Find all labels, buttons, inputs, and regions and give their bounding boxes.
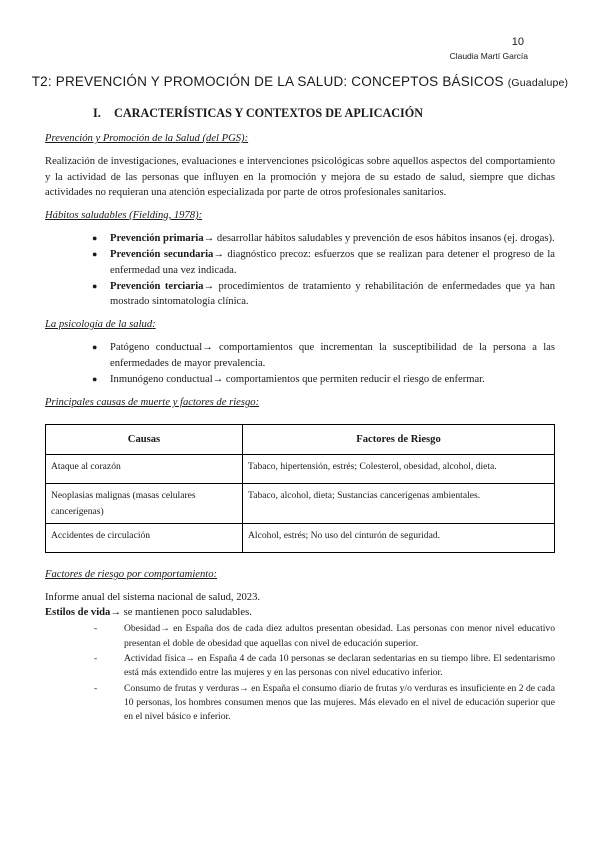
subhead-habitos: Hábitos saludables (Fielding, 1978): xyxy=(45,210,203,222)
list-item: - Consumo de frutas y verduras→ en España el consumo diario de frutas y/o verduras es insuficiente en 2 de cada 10 personas, los hombres consumen menos que las mujeres. Más elevado en el nivel de educación superior que en el nivel básico e inferior. xyxy=(94,682,555,723)
subhead-psicologia: La psicología de la salud: xyxy=(45,319,156,331)
bullet-icon: ● xyxy=(92,249,98,260)
bullet-icon: ● xyxy=(92,373,98,384)
author-name: Claudia Martí García xyxy=(449,51,528,61)
list-item: ● Prevención primaria→ desarrollar hábitos saludables y prevención de esos hábitos insanos (ej. drogas). xyxy=(110,231,555,246)
prevencion-paragraph: Realización de investigaciones, evaluaciones e intervenciones psicológicas sobre aquellos aspectos del comportamiento y la actividad de las personas que influyen en la promoción y mejora de su estado de salud, siempre que dichas actividades no requieran una atención especializada por parte de otros profesionales sanitarios. xyxy=(45,156,555,198)
page-title xyxy=(0,74,600,89)
habitos-list xyxy=(45,231,555,309)
subhead-factores: Factores de riesgo por comportamiento: xyxy=(45,568,218,580)
subhead-prevencion: Prevención y Promoción de la Salud (del PGS): xyxy=(45,133,249,145)
table-cell: Neoplasias malignas (masas celulares cancerígenas) xyxy=(46,484,243,523)
table-header-row xyxy=(46,425,555,455)
factores-list xyxy=(45,622,555,724)
section-title: CARACTERÍSTICAS Y CONTEXTOS DE APLICACIÓN xyxy=(114,106,424,120)
bullet-icon: ● xyxy=(92,342,98,353)
document-body xyxy=(45,106,555,726)
dash-icon: - xyxy=(94,623,98,635)
list-item: - Actividad física→ en España 4 de cada 10 personas se declaran sedentarias en su tiempo libre. El sedentarismo está más extendido entre las mujeres y en las personas con nivel educativo inferior. xyxy=(94,653,555,679)
table-cell: Tabaco, hipertensión, estrés; Colesterol, obesidad, alcohol, dieta. xyxy=(243,455,555,484)
title-main: T2: PREVENCIÓN Y PROMOCIÓN DE LA SALUD: CONCEPTOS BÁSICOS xyxy=(31,74,504,89)
list-item: ● Prevención terciaria→ procedimientos de tratamiento y rehabilitación de enfermedades que ya han mostrado sintomatología clínica. xyxy=(92,280,555,308)
page-number: 10 xyxy=(511,36,524,48)
bullet-icon: ● xyxy=(92,280,98,291)
list-item: ● Inmunógeno conductual→ comportamientos que permiten reducir el riesgo de enfermar. xyxy=(110,372,555,387)
column-header-factores: Factores de Riesgo xyxy=(243,425,555,455)
psicologia-list xyxy=(45,340,555,387)
table-cell: Accidentes de circulación xyxy=(46,523,243,552)
causas-table xyxy=(45,424,555,553)
bullet-icon: ● xyxy=(92,233,98,244)
table-row xyxy=(46,484,555,523)
dash-icon: - xyxy=(94,682,98,694)
list-item: ● Patógeno conductual→ comportamientos que incrementan la susceptibilidad de la persona a las enfermedades de mayor prevalencia. xyxy=(92,342,555,369)
estilos-line: Estilos de vida→ se mantienen poco saludables. xyxy=(45,607,252,619)
title-teacher: (Guadalupe) xyxy=(507,77,569,89)
list-item: - Obesidad→ en España dos de cada diez adultos presentan obesidad. Las personas con menor nivel educativo presentan el doble de obesidad que aquellas con nivel de educación superior. xyxy=(94,623,555,649)
column-header-causas: Causas xyxy=(46,425,243,455)
section-heading xyxy=(45,106,555,121)
report-line: Informe anual del sistema nacional de salud, 2023. xyxy=(45,592,261,604)
section-number: I. xyxy=(93,106,101,120)
table-row xyxy=(46,455,555,484)
table-row xyxy=(46,523,555,552)
subhead-causas: Principales causas de muerte y factores de riesgo: xyxy=(45,397,260,409)
table-cell: Tabaco, alcohol, dieta; Sustancias cancerígenas ambientales. xyxy=(243,484,555,523)
table-cell: Ataque al corazón xyxy=(46,455,243,484)
table-cell: Alcohol, estrés; No uso del cinturón de seguridad. xyxy=(243,523,555,552)
dash-icon: - xyxy=(94,653,98,665)
list-item: ● Prevención secundaria→ diagnóstico precoz: esfuerzos que se realizan para detener el progreso de la enfermedad una vez indicada. xyxy=(92,249,555,276)
